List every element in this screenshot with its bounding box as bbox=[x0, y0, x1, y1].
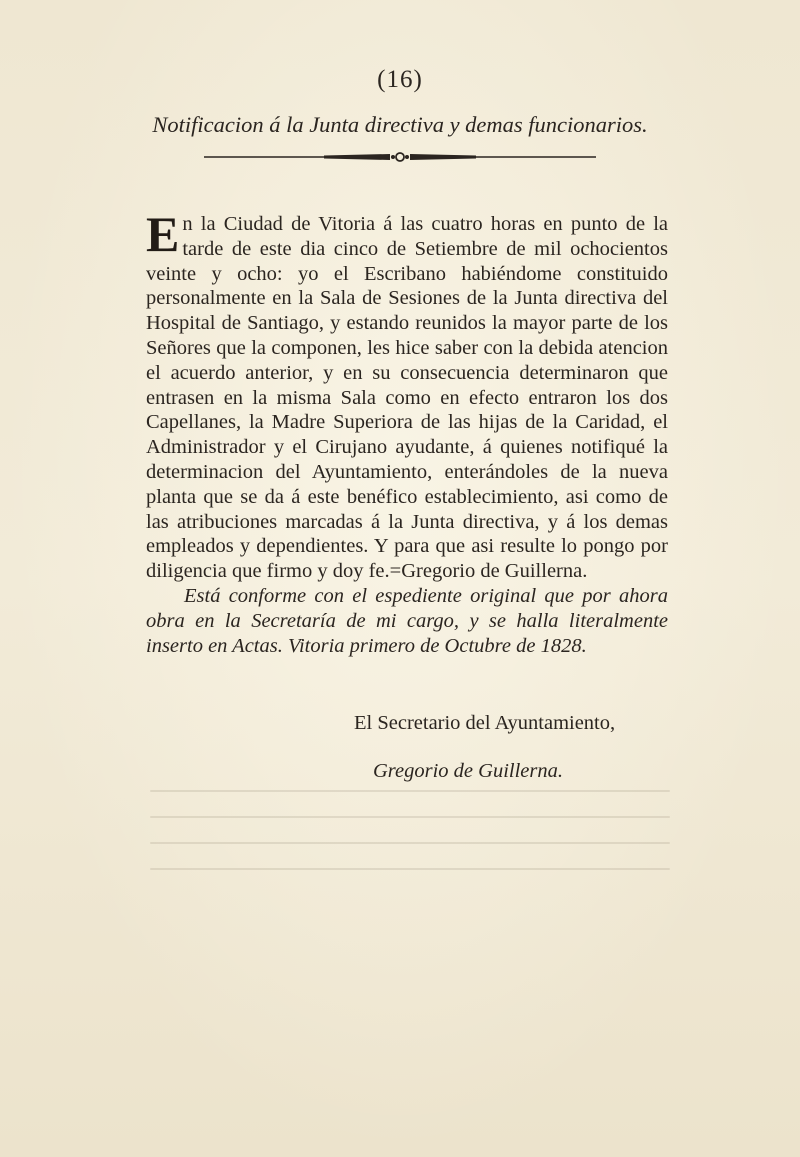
dropcap: E bbox=[146, 206, 180, 262]
ornamental-rule bbox=[204, 150, 596, 164]
signature: Gregorio de Guillerna. bbox=[373, 760, 563, 782]
attestation-paragraph: Está conforme con el espediente original que por ahora obra en la Secretaría de mi cargo, y se halla literalmente inserto en Actas. Vitoria primero de Octubre de 1828. bbox=[146, 584, 668, 657]
paragraph-text: n la Ciudad de Vitoria á las cuatro horas en punto de la tarde de este dia cinco de Setiembre de mil ochocientos veinte y ocho: yo el Escribano habiéndome constituido personalmente en la Sala de Sesiones de la Junta directiva del Hospital de Santiago, y estando reunidos la mayor parte de los Señores que la componen, les hice saber con la debida atencion el acuerdo anterior, y en su consecuencia determinaron que entrasen en la misma Sala como en efecto entraron los dos Capellanes, la Madre Superiora de las hijas de la Caridad, el Administrador y el Cirujano ayudante, á quienes notifiqué la determinacion del Ayuntamiento, enterándoles de la nueva planta que se da á este benéfico establecimiento, asi como de las atribuciones marcadas á la Junta directiva, y á los demas empleados y dependientes. Y para que asi resulte lo pongo por diligencia que firmo y doy fe.=Gregorio de Guillerna. bbox=[146, 213, 668, 583]
section-heading: Notificacion á la Junta directiva y demas funcionarios. bbox=[152, 112, 648, 137]
secretary-title: El Secretario del Ayuntamiento, bbox=[354, 712, 616, 734]
bleed-through-texture bbox=[150, 790, 670, 910]
main-paragraph bbox=[146, 206, 668, 584]
body-text bbox=[146, 206, 668, 658]
page-number: (16) bbox=[377, 66, 423, 93]
